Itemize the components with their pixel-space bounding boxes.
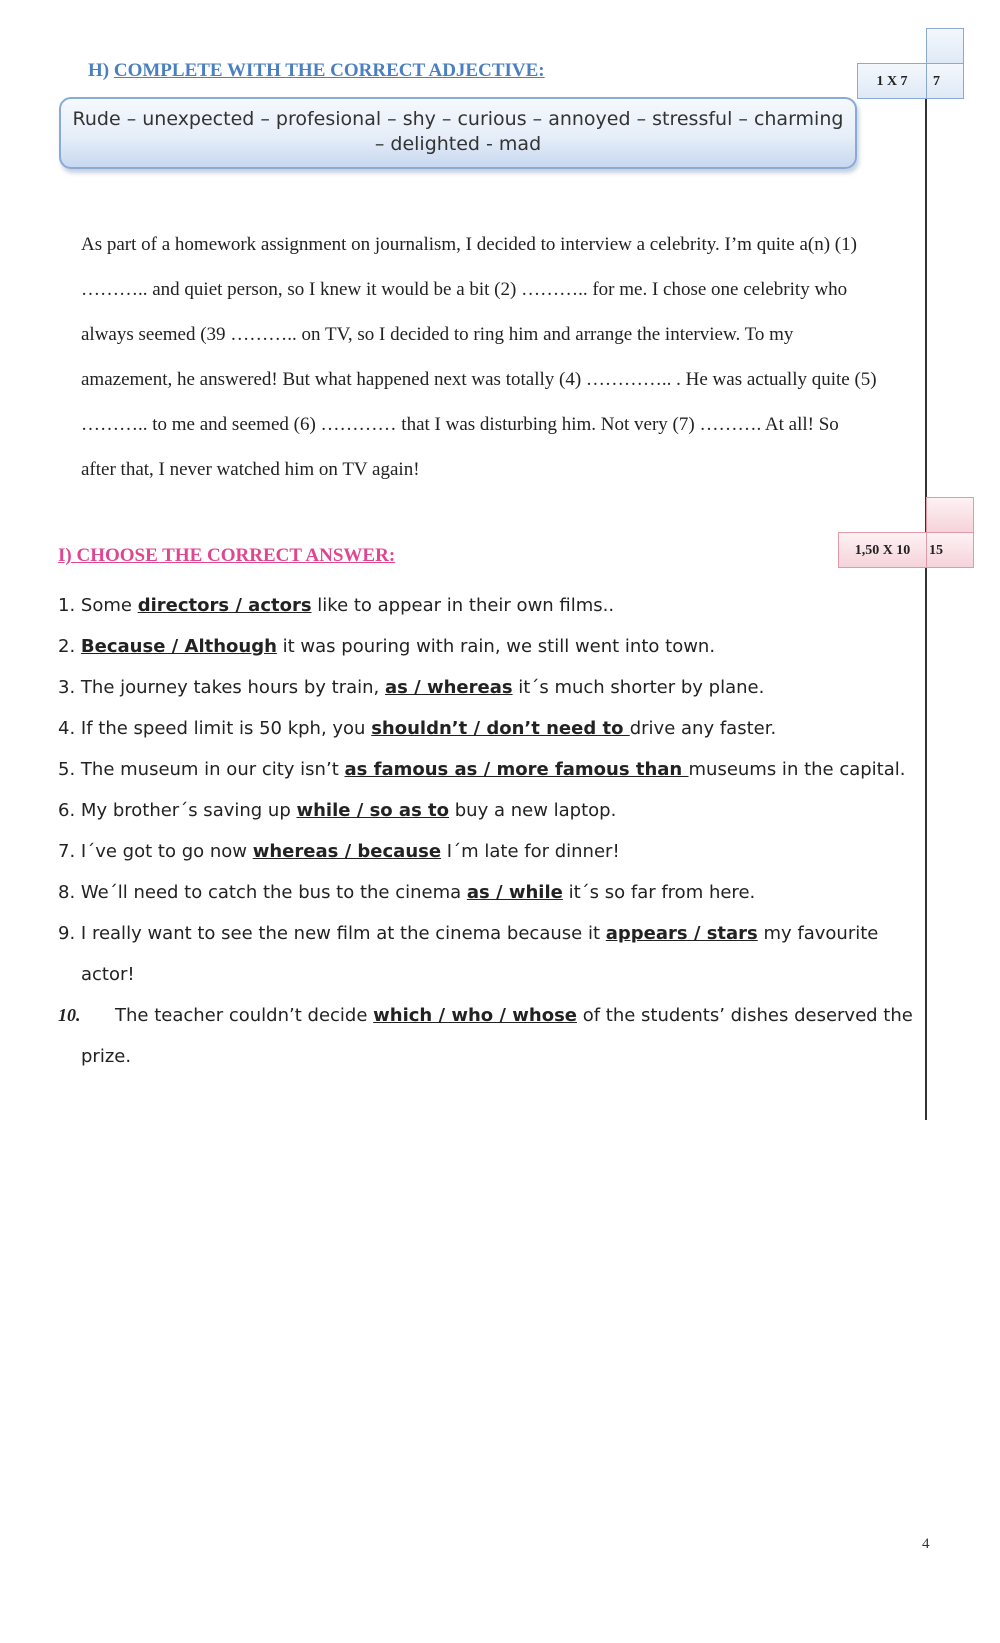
score-cell-blank-i [926, 497, 974, 533]
item-options: whereas / because [252, 841, 442, 862]
choice-item-2 [58, 626, 918, 667]
item-number: 4. [58, 718, 76, 739]
choice-item-10 [58, 995, 918, 1036]
item-options: directors / actors [137, 595, 312, 616]
item-number: 10. [58, 1005, 81, 1025]
item-number: 2. [58, 636, 76, 657]
passage-line-5: ……….. to me and seemed (6) ………… that I was disturbing him. Not very (7) ………. At all! So [81, 414, 839, 435]
item-text-post: drive any faster. [629, 718, 777, 739]
item-number: 8. [58, 882, 76, 903]
passage-line-6: after that, I never watched him on TV again! [81, 459, 420, 480]
item-text-post: buy a new laptop. [449, 800, 617, 821]
item-text-post: of the students’ dishes deserved the [577, 1005, 913, 1026]
item-text-post: my favourite [757, 923, 879, 944]
item-text-post: it´s so far from here. [562, 882, 756, 903]
word-bank-line-2: – delighted - mad [374, 133, 542, 155]
score-cell-blank-h [926, 28, 964, 64]
item-text-post: I´m late for dinner! [441, 841, 620, 862]
item-options: as / whereas [385, 677, 513, 698]
passage-line-4: amazement, he answered! But what happened next was totally (4) ………….. . He was actually quite (5) [81, 369, 877, 390]
choice-item-1 [58, 585, 918, 626]
item-text-pre: The journey takes hours by train, [80, 677, 385, 698]
margin-divider-line [925, 99, 927, 1120]
item-options: Because / Although [80, 636, 277, 657]
choice-item-6 [58, 790, 918, 831]
item-number: 7. [58, 841, 76, 862]
choice-item-7 [58, 831, 918, 872]
item-number: 1. [58, 595, 76, 616]
fill-in-passage [81, 222, 901, 492]
item-text-continued: prize. [81, 1046, 132, 1067]
item-options: as famous as / more famous than [344, 759, 689, 780]
choice-list [58, 585, 918, 1077]
score-total-i: 15 [926, 532, 974, 568]
passage-line-1: As part of a homework assignment on journalism, I decided to interview a celebrity. I’m quite a(n) (1) [81, 234, 857, 255]
section-h-title [88, 60, 545, 82]
item-text-post: like to appear in their own films.. [311, 595, 615, 616]
item-number: 3. [58, 677, 76, 698]
passage-line-3: always seemed (39 ……….. on TV, so I decided to ring him and arrange the interview. To my [81, 324, 794, 345]
score-formula-i: 1,50 X 10 [838, 532, 927, 568]
item-text-pre: The teacher couldn’t decide [115, 1005, 374, 1026]
item-options: as / while [466, 882, 563, 903]
choice-item-10-continued [58, 1036, 918, 1077]
item-text-pre: The museum in our city isn’t [80, 759, 345, 780]
item-text-pre: I really want to see the new film at the cinema because it [80, 923, 606, 944]
choice-item-9-continued [58, 954, 918, 995]
item-text-pre: If the speed limit is 50 kph, you [80, 718, 372, 739]
item-text-continued: actor! [81, 964, 135, 985]
item-text-pre: We´ll need to catch the bus to the cinema [80, 882, 467, 903]
item-number: 6. [58, 800, 76, 821]
item-number: 9. [58, 923, 76, 944]
word-bank-line-1: Rude – unexpected – profesional – shy – curious – annoyed – stressful – charming [72, 108, 844, 130]
choice-item-9 [58, 913, 918, 954]
item-options: while / so as to [296, 800, 450, 821]
item-options: shouldn’t / don’t need to [371, 718, 630, 739]
item-options: which / who / whose [373, 1005, 577, 1026]
item-text-post: it was pouring with rain, we still went into town. [276, 636, 716, 657]
page-number: 4 [922, 1536, 930, 1552]
section-i-title: I) CHOOSE THE CORRECT ANSWER: [58, 545, 396, 566]
word-bank-box [59, 97, 857, 169]
item-number: 5. [58, 759, 76, 780]
passage-line-2: ……….. and quiet person, so I knew it would be a bit (2) ……….. for me. I chose one celebrity who [81, 279, 848, 300]
section-h-title-text: COMPLETE WITH THE CORRECT ADJECTIVE: [113, 60, 545, 81]
score-formula-h: 1 X 7 [857, 63, 927, 99]
item-text-post: it´s much shorter by plane. [512, 677, 765, 698]
choice-item-3 [58, 667, 918, 708]
choice-item-4 [58, 708, 918, 749]
choice-item-8 [58, 872, 918, 913]
item-text-pre: Some [80, 595, 138, 616]
item-options: appears / stars [605, 923, 758, 944]
choice-item-5 [58, 749, 918, 790]
section-h-letter: H) [88, 60, 110, 81]
score-total-h: 7 [926, 63, 964, 99]
item-text-pre: I´ve got to go now [80, 841, 253, 862]
item-text-post: museums in the capital. [688, 759, 906, 780]
item-text-pre: My brother´s saving up [80, 800, 297, 821]
